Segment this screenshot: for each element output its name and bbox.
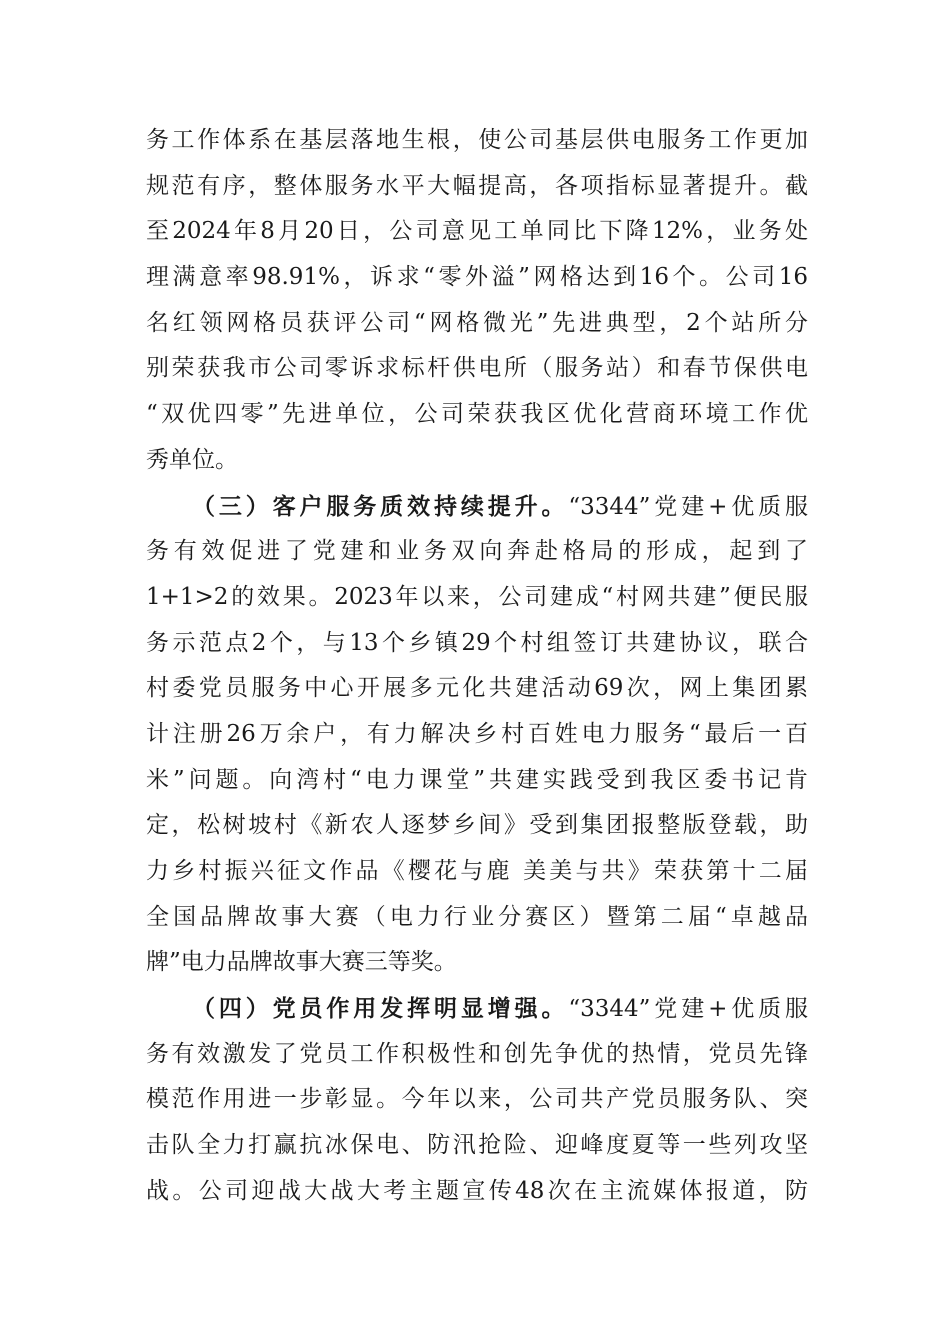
text-line: 务有效激发了党员工作积极性和创先争优的热情，党员先锋 xyxy=(146,1040,808,1067)
heading-line xyxy=(146,484,808,530)
text-line: 击队全力打赢抗冰保电、防汛抢险、迎峰度夏等一些列攻坚 xyxy=(146,1132,808,1159)
text-line: 1+1>2的效果。2023年以来，公司建成“村网共建”便民服 xyxy=(146,583,808,610)
heading-line-text: “3344”党建+优质服 xyxy=(568,996,808,1023)
text-line: 模范作用进一步彰显。今年以来，公司共产党员服务队、突 xyxy=(146,1086,808,1113)
section-heading: （三）客户服务质效持续提升。 xyxy=(192,492,569,520)
document-body xyxy=(146,118,808,1215)
text-line: 务有效促进了党建和业务双向奔赴格局的形成，起到了 xyxy=(146,538,808,565)
text-line: 规范有序，整体服务水平大幅提高，各项指标显著提升。截 xyxy=(146,172,808,199)
text-line: 村委党员服务中心开展多元化共建活动69次，网上集团累 xyxy=(146,675,808,702)
heading-line xyxy=(146,986,808,1032)
text-line: 务示范点2个，与13个乡镇29个村组签订共建协议，联合 xyxy=(146,629,808,656)
text-line: 计注册26万余户，有力解决乡村百姓电力服务“最后一百 xyxy=(146,720,808,747)
text-line: 至2024年8月20日，公司意见工单同比下降12%，业务处 xyxy=(146,218,808,245)
text-line: 全国品牌故事大赛（电力行业分赛区）暨第二届“卓越品 xyxy=(146,903,808,930)
section-heading: （四）党员作用发挥明显增强。 xyxy=(192,995,569,1023)
heading-line-text: “3344”党建+优质服 xyxy=(568,493,808,520)
text-line: 秀单位。 xyxy=(146,446,238,473)
text-line: 定，松树坡村《新农人逐梦乡间》受到集团报整版登载，助 xyxy=(146,812,808,839)
text-line: 牌”电力品牌故事大赛三等奖。 xyxy=(146,949,457,976)
text-line: “双优四零”先进单位，公司荣获我区优化营商环境工作优 xyxy=(146,401,808,428)
text-line: 力乡村振兴征文作品《樱花与鹿 美美与共》荣获第十二届 xyxy=(146,858,808,884)
text-line: 别荣获我市公司零诉求标杆供电所（服务站）和春节保供电 xyxy=(146,355,808,382)
paragraph-1 xyxy=(146,118,808,484)
text-line: 米”问题。向湾村“电力课堂”共建实践受到我区委书记肯 xyxy=(146,766,808,793)
text-line: 战。公司迎战大战大考主题宣传48次在主流媒体报道，防 xyxy=(146,1177,808,1204)
text-line: 务工作体系在基层落地生根，使公司基层供电服务工作更加 xyxy=(146,127,808,153)
text-line: 理满意率98.91%，诉求“零外溢”网格达到16个。公司16 xyxy=(146,264,808,291)
paragraph-3 xyxy=(146,986,808,1214)
text-line: 名红领网格员获评公司“网格微光”先进典型，2个站所分 xyxy=(146,309,808,336)
paragraph-2 xyxy=(146,484,808,987)
